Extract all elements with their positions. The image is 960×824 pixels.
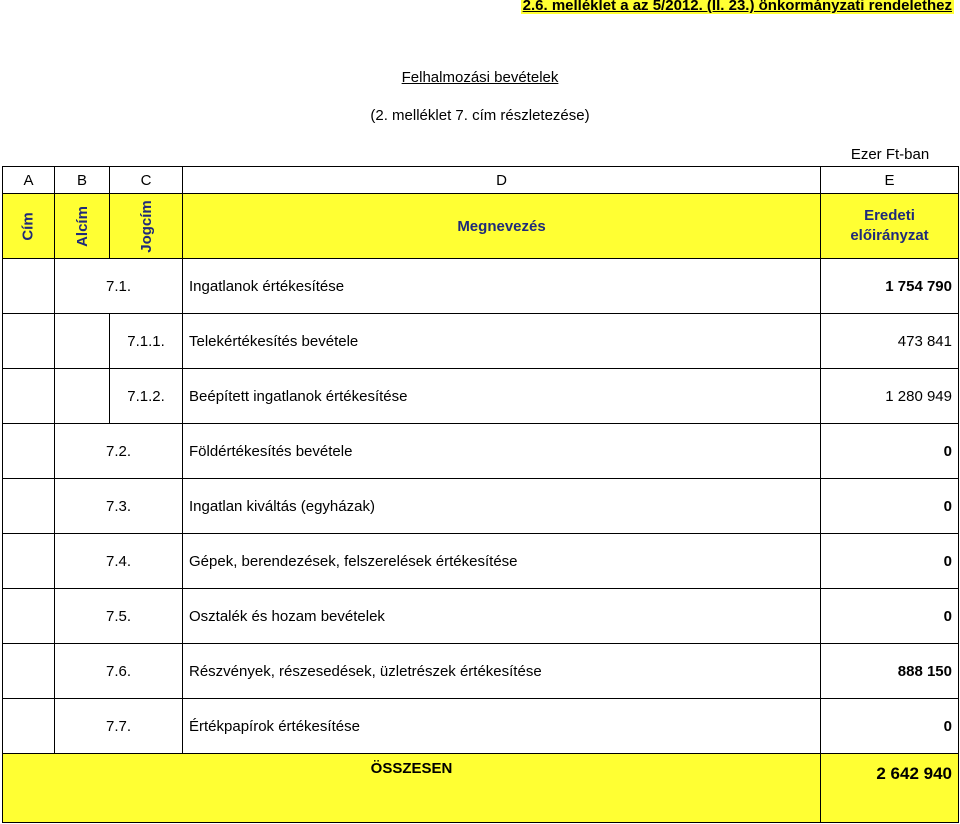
row-name: Gépek, berendezések, felszerelések értékesítése <box>183 534 821 589</box>
row-value: 0 <box>821 589 959 644</box>
row-name: Ingatlanok értékesítése <box>183 259 821 314</box>
row-code: 7.2. <box>55 424 183 479</box>
header-eredeti-line1: Eredeti <box>864 207 915 224</box>
row-code: 7.4. <box>55 534 183 589</box>
header-megnevezes: Megnevezés <box>183 194 821 259</box>
row-code: 7.1. <box>55 259 183 314</box>
cim-cell <box>3 534 55 589</box>
row-code: 7.3. <box>55 479 183 534</box>
row-value: 0 <box>821 699 959 754</box>
row-value: 1 754 790 <box>821 259 959 314</box>
row-value: 0 <box>821 534 959 589</box>
regulation-reference-text: 2.6. melléklet a az 5/2012. (II. 23.) önkormányzati rendelethez <box>521 0 954 14</box>
table-row <box>3 314 959 369</box>
row-name: Beépített ingatlanok értékesítése <box>183 369 821 424</box>
total-row <box>3 754 959 823</box>
table-row <box>3 369 959 424</box>
column-letter-c: C <box>110 167 183 194</box>
table-row <box>3 479 959 534</box>
row-code: 7.7. <box>55 699 183 754</box>
row-name: Részvények, részesedések, üzletrészek értékesítése <box>183 644 821 699</box>
row-name: Telekértékesítés bevétele <box>183 314 821 369</box>
table-row <box>3 589 959 644</box>
column-letter-d: D <box>183 167 821 194</box>
cim-cell <box>3 314 55 369</box>
row-value: 1 280 949 <box>821 369 959 424</box>
cim-cell <box>3 424 55 479</box>
page-subtitle: (2. melléklet 7. cím részletezése) <box>370 107 590 124</box>
table-row <box>3 424 959 479</box>
cim-cell <box>3 259 55 314</box>
column-letter-a: A <box>3 167 55 194</box>
column-letter-b: B <box>55 167 110 194</box>
row-value: 888 150 <box>821 644 959 699</box>
alcim-cell <box>55 369 110 424</box>
row-name: Ingatlan kiváltás (egyházak) <box>183 479 821 534</box>
total-value: 2 642 940 <box>821 754 959 823</box>
cim-cell <box>3 369 55 424</box>
column-letter-row <box>3 167 959 194</box>
regulation-reference <box>0 0 960 18</box>
header-cim: Cím <box>20 211 37 241</box>
cim-cell <box>3 699 55 754</box>
row-name: Osztalék és hozam bevételek <box>183 589 821 644</box>
header-alcim-cell <box>55 194 110 259</box>
header-eredeti-line2: előirányzat <box>850 227 929 244</box>
table-row <box>3 644 959 699</box>
row-value: 0 <box>821 424 959 479</box>
unit-label: Ezer Ft-ban <box>850 146 930 163</box>
column-letter-e: E <box>821 167 959 194</box>
header-cim-cell <box>3 194 55 259</box>
cim-cell <box>3 644 55 699</box>
row-value: 473 841 <box>821 314 959 369</box>
alcim-cell <box>55 314 110 369</box>
header-jogcim: Jogcím <box>137 199 155 253</box>
row-code: 7.6. <box>55 644 183 699</box>
table-row <box>3 259 959 314</box>
row-value: 0 <box>821 479 959 534</box>
row-code: 7.1.1. <box>110 314 183 369</box>
table-row <box>3 534 959 589</box>
page-title: Felhalmozási bevételek <box>401 69 559 86</box>
header-eredeti-eloiranyzat <box>821 194 959 259</box>
header-alcim: Alcím <box>73 205 91 247</box>
row-name: Értékpapírok értékesítése <box>183 699 821 754</box>
row-name: Földértékesítés bevétele <box>183 424 821 479</box>
cim-cell <box>3 589 55 644</box>
table-row <box>3 699 959 754</box>
header-jogcim-cell <box>110 194 183 259</box>
cim-cell <box>3 479 55 534</box>
total-label: ÖSSZESEN <box>3 754 821 823</box>
column-header-row <box>3 194 959 259</box>
row-code: 7.5. <box>55 589 183 644</box>
row-code: 7.1.2. <box>110 369 183 424</box>
revenue-table <box>2 166 959 823</box>
